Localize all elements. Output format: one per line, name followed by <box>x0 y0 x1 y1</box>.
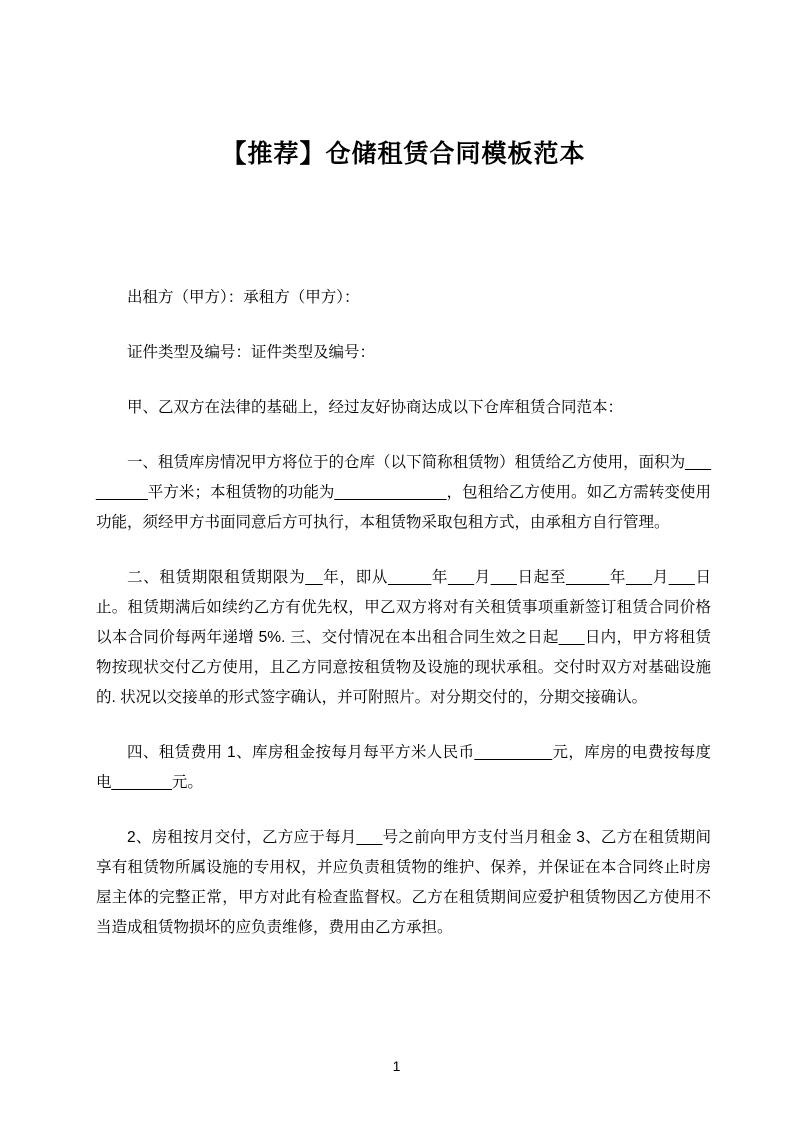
paragraph-clause-payment-and-maintenance: 2、房租按月交付，乙方应于每月___号之前向甲方支付当月租金 3、乙方在租赁期间享有租赁物所属设施的专用权，并应负责租赁物的维护、保养，并保证在本合同终止时房屋主体的完整正常，甲方对此有检查监督权。乙方在租赁期间应爱护租赁物因乙方使用不当造成租赁物损坏的应负责维修，费用由乙方承担。 <box>96 828 711 936</box>
document-title: 【推荐】仓储租赁合同模板范本 <box>221 140 586 168</box>
document-content <box>96 0 711 968</box>
paragraph-parties: 出租方（甲方）：承租方（甲方）： <box>127 288 360 306</box>
paragraph-clause-1-premises: 一、租赁库房情况甲方将位于的仓库（以下简称租赁物）租赁给乙方使用，面积为_________平方米；本租赁物的功能为_____________，包租给乙方使用。如乙方需转变使用功能，须经甲方书面同意后方可执行，本租赁物采取包租方式，由承租方自行管理。 <box>96 453 711 531</box>
paragraph-preamble: 甲、乙双方在法律的基础上，经过友好协商达成以下仓库租赁合同范本： <box>127 398 624 416</box>
paragraph-clause-4-fees: 四、租赁费用 1、库房租金按每月每平方米人民币_________元，库房的电费按每度电_______元。 <box>96 743 711 791</box>
document-body <box>96 283 711 943</box>
page-number: 1 <box>392 1058 401 1074</box>
paragraph-id-numbers: 证件类型及编号：证件类型及编号： <box>127 343 376 361</box>
paragraph-clause-2-term-and-3-delivery: 二、租赁期限租赁期限为__年，即从_____年___月___日起至_____年___月___日止。租赁期满后如续约乙方有优先权，甲乙双方将对有关租赁事项重新签订租赁合同价格以本合同价每两年递增 5%. 三、交付情况在本出租合同生效之日起___日内，甲方将租赁物按现状交付乙方使用，且乙方同意按租赁物及设施的现状承租。交付时双方对基础设施的. 状况以交接单的形式签字确认，并可附照片。对分期交付的，分期交接确认。 <box>96 568 711 706</box>
